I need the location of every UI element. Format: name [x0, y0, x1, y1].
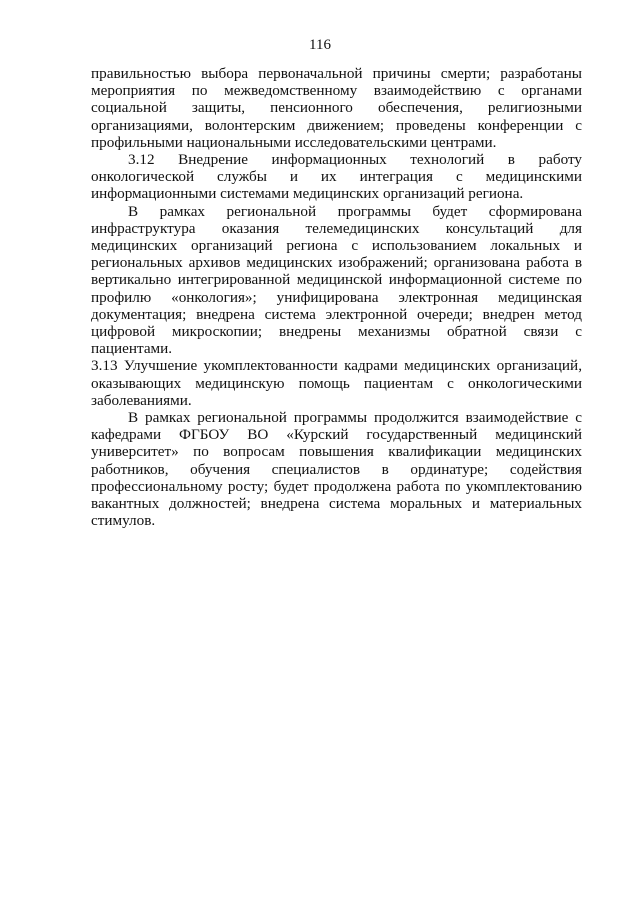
- text-line: мероприятия по межведомственному взаимодействию с органами: [91, 82, 582, 100]
- text-line: профилю «онкология»; унифицирована электронная медицинская: [91, 288, 582, 306]
- text-line: В рамках региональной программы будет сформирована: [128, 202, 582, 220]
- text-line: вакантных должностей; внедрена система моральных и материальных: [91, 495, 582, 513]
- text-line: информационными системами медицинских организаций региона.: [91, 185, 524, 203]
- text-line: университет» по вопросам повышения квалификации медицинских: [91, 443, 582, 461]
- text-line: документация; внедрена система электронной очереди; внедрен метод: [91, 305, 582, 323]
- text-line: профессиональному росту; будет продолжена работа по укомплектованию: [91, 477, 582, 495]
- text-line: заболеваниями.: [91, 391, 192, 409]
- text-line: правильностью выбора первоначальной причины смерти; разработаны: [91, 65, 582, 82]
- text-line: организациями, волонтерским движением; проведены конференции с: [91, 116, 582, 134]
- text-line: цифровой микроскопии; внедрены механизмы обратной связи с: [91, 323, 582, 341]
- text-line: медицинских организаций региона с использованием локальных и: [91, 237, 582, 255]
- text-line: 3.12 Внедрение информационных технологий в работу: [128, 151, 582, 169]
- body-text: [91, 65, 582, 529]
- text-line: социальной защиты, пенсионного обеспечения, религиозными: [91, 99, 582, 117]
- text-line: инфраструктура оказания телемедицинских консультаций для: [91, 219, 582, 237]
- text-line: онкологической службы и их интеграция с медицинскими: [91, 168, 582, 186]
- text-line: региональных архивов медицинских изображений; организована работа в: [91, 254, 582, 272]
- text-line: В рамках региональной программы продолжится взаимодействие с: [128, 409, 582, 427]
- text-line: оказывающих медицинскую помощь пациентам с онкологическими: [91, 374, 582, 392]
- text-line: профильными национальными исследовательскими центрами.: [91, 133, 497, 151]
- text-line: стимулов.: [91, 512, 156, 530]
- text-line: работников, обучения специалистов в ординатуре; содействия: [91, 460, 582, 478]
- page-number: 116: [309, 37, 331, 53]
- text-line: 3.13 Улучшение укомплектованности кадрами медицинских организаций,: [91, 357, 582, 375]
- text-line: вертикально интегрированной медицинской информационной системе по: [91, 271, 582, 289]
- text-line: кафедрами ФГБОУ ВО «Курский государственный медицинский: [91, 426, 582, 444]
- text-line: пациентами.: [91, 340, 173, 358]
